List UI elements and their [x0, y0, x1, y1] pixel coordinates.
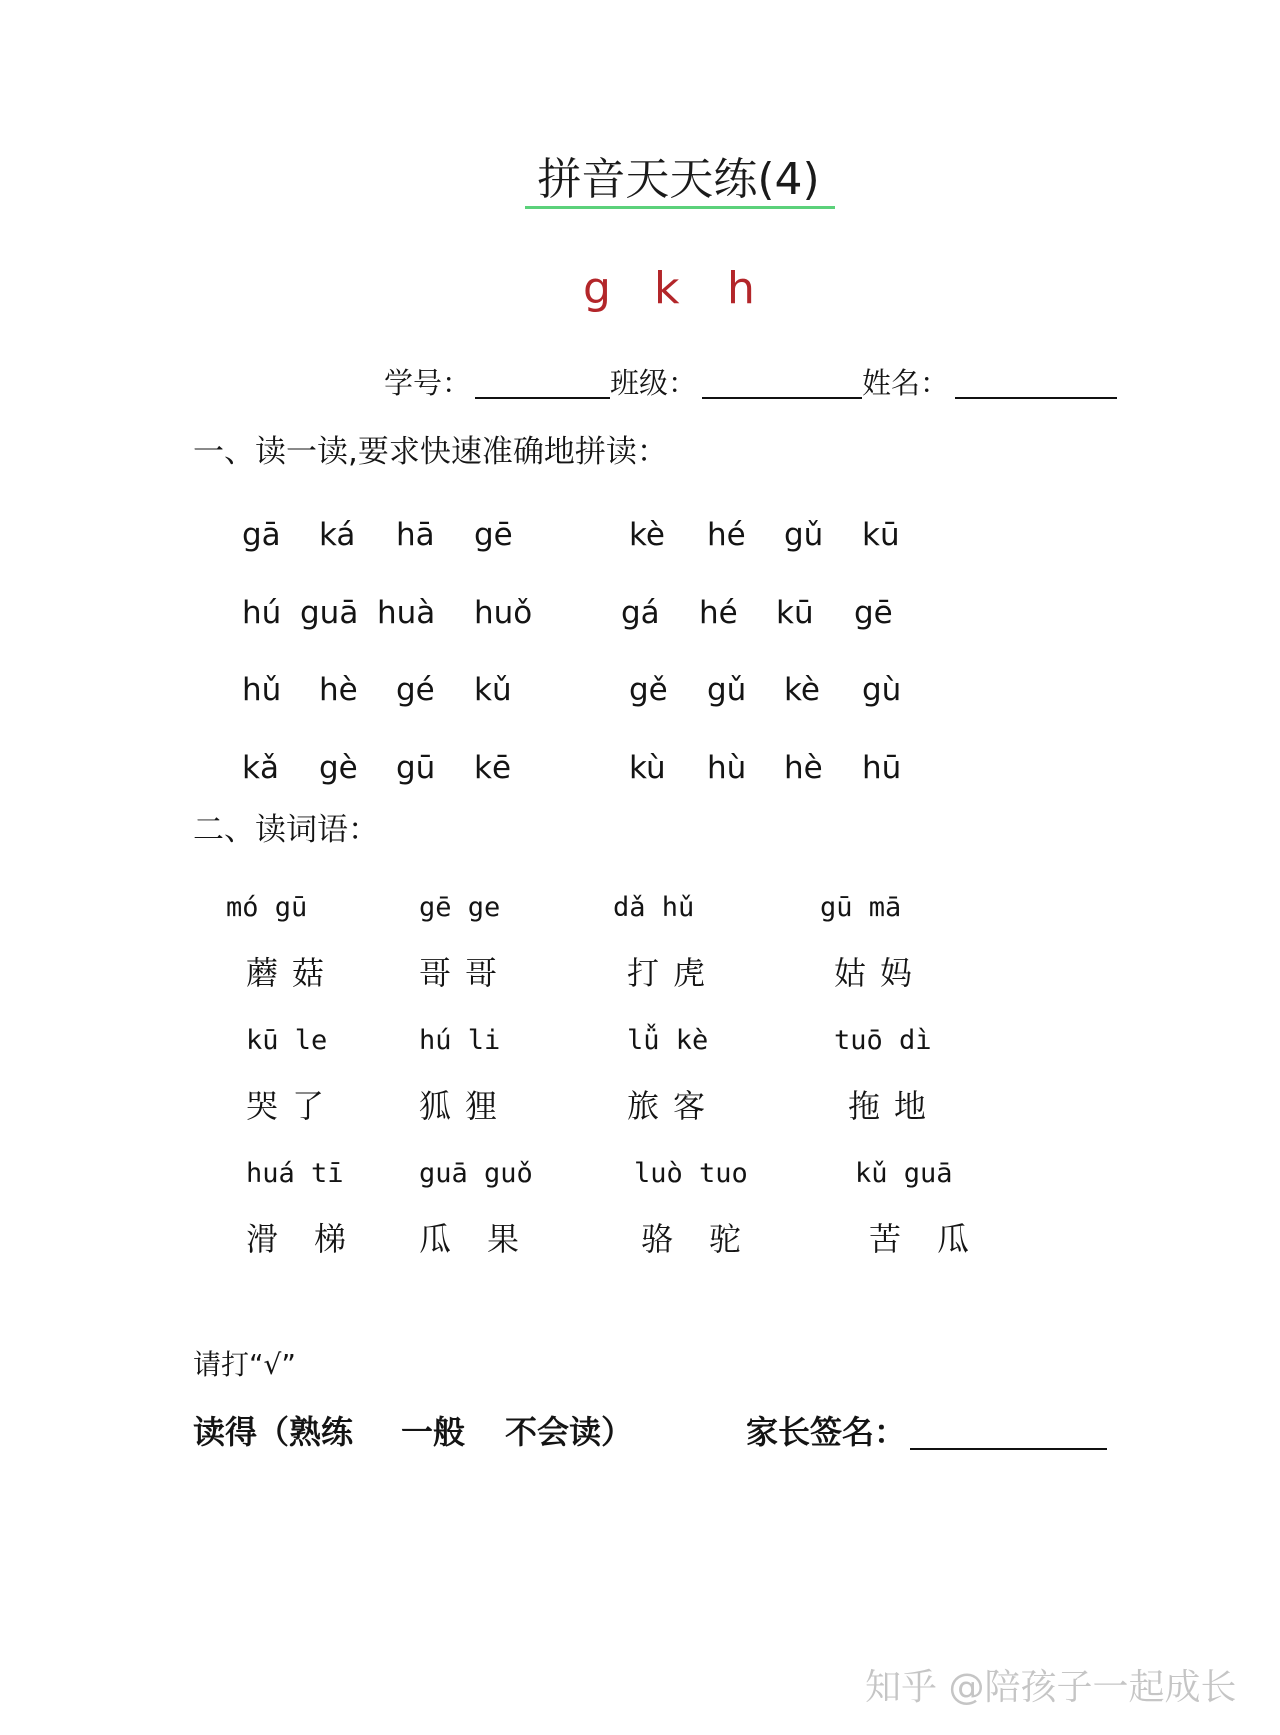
page-title: 拼音天天练(4): [537, 154, 820, 205]
section1-heading: 一、读一读,要求快速准确地拼读：: [193, 434, 668, 470]
syllable: gā: [242, 517, 281, 553]
word-hanzi: 哥哥: [419, 954, 512, 992]
syllable: gé: [396, 672, 435, 708]
rating-option-cannot-read[interactable]: 不会读）: [505, 1413, 634, 1451]
syllable: kū: [862, 517, 900, 553]
word-pinyin: hú li: [419, 1025, 501, 1056]
syllable: hù: [707, 750, 747, 786]
student-id-blank[interactable]: [475, 397, 610, 399]
syllable: kè: [629, 517, 665, 553]
syllable: hū: [862, 750, 902, 786]
syllable: kǔ: [474, 672, 512, 708]
word-pinyin: huá tī: [246, 1158, 344, 1189]
word-pinyin: luò tuo: [634, 1158, 748, 1189]
letter-k: k: [654, 263, 680, 314]
letter-h: h: [727, 263, 755, 314]
syllable: kè: [784, 672, 820, 708]
word-hanzi: 哭了: [246, 1087, 339, 1125]
word-hanzi: 旅客: [627, 1087, 720, 1125]
syllable: hú: [242, 595, 282, 631]
syllable: gè: [319, 750, 358, 786]
parent-sign-label: 家长签名：: [746, 1413, 907, 1451]
syllable: hā: [396, 517, 435, 553]
word-hanzi: 拖地: [848, 1087, 941, 1125]
syllable: hǔ: [242, 672, 282, 708]
word-pinyin: mó gū: [226, 892, 308, 923]
syllable: gù: [862, 672, 902, 708]
word-pinyin: kǔ guā: [855, 1158, 953, 1189]
syllable: gě: [629, 672, 668, 708]
syllable: hé: [707, 517, 746, 553]
parent-sign-blank[interactable]: [910, 1448, 1107, 1450]
rating-option-average[interactable]: 一般: [401, 1413, 466, 1451]
syllable: hé: [699, 595, 738, 631]
syllable: kǎ: [242, 750, 279, 786]
syllable: huǒ: [474, 595, 533, 631]
name-blank[interactable]: [955, 397, 1117, 399]
syllable: guā: [300, 595, 359, 631]
syllable: kù: [629, 750, 666, 786]
class-label: 班级：: [610, 366, 698, 400]
syllable: huà: [377, 595, 436, 631]
word-pinyin: gē ge: [419, 892, 501, 923]
word-pinyin: dǎ hǔ: [613, 892, 695, 923]
syllable: gá: [621, 595, 660, 631]
word-hanzi: 滑梯: [246, 1220, 383, 1258]
student-id-label: 学号：: [384, 366, 472, 400]
syllable: hè: [784, 750, 823, 786]
word-hanzi: 狐狸: [419, 1087, 512, 1125]
syllable: gē: [854, 595, 893, 631]
letter-g: g: [583, 263, 611, 314]
word-hanzi: 打虎: [627, 954, 720, 992]
word-pinyin: tuō dì: [834, 1025, 932, 1056]
word-hanzi: 苦瓜: [869, 1220, 1006, 1258]
name-label: 姓名：: [862, 366, 950, 400]
word-pinyin: gū mā: [820, 892, 902, 923]
word-hanzi: 瓜果: [419, 1220, 556, 1258]
syllable: gē: [474, 517, 513, 553]
section2-heading: 二、读词语：: [193, 812, 379, 848]
syllable: hè: [319, 672, 358, 708]
word-hanzi: 姑妈: [834, 954, 927, 992]
class-blank[interactable]: [702, 397, 862, 399]
watermark: 知乎 @陪孩子一起成长: [865, 1667, 1237, 1708]
word-pinyin: guā guǒ: [419, 1158, 533, 1189]
syllable: gū: [396, 750, 436, 786]
title-underline: [525, 206, 835, 209]
syllable: gǔ: [784, 517, 824, 553]
word-hanzi: 蘑菇: [246, 954, 339, 992]
syllable: kē: [474, 750, 512, 786]
rating-option-fluent[interactable]: 读得（熟练: [193, 1413, 354, 1451]
syllable: ká: [319, 517, 356, 553]
check-note: 请打“√”: [193, 1348, 296, 1381]
word-pinyin: kū le: [246, 1025, 328, 1056]
syllable: gǔ: [707, 672, 747, 708]
syllable: kū: [776, 595, 814, 631]
word-hanzi: 骆驼: [641, 1220, 778, 1258]
word-pinyin: lǚ kè: [627, 1025, 709, 1056]
